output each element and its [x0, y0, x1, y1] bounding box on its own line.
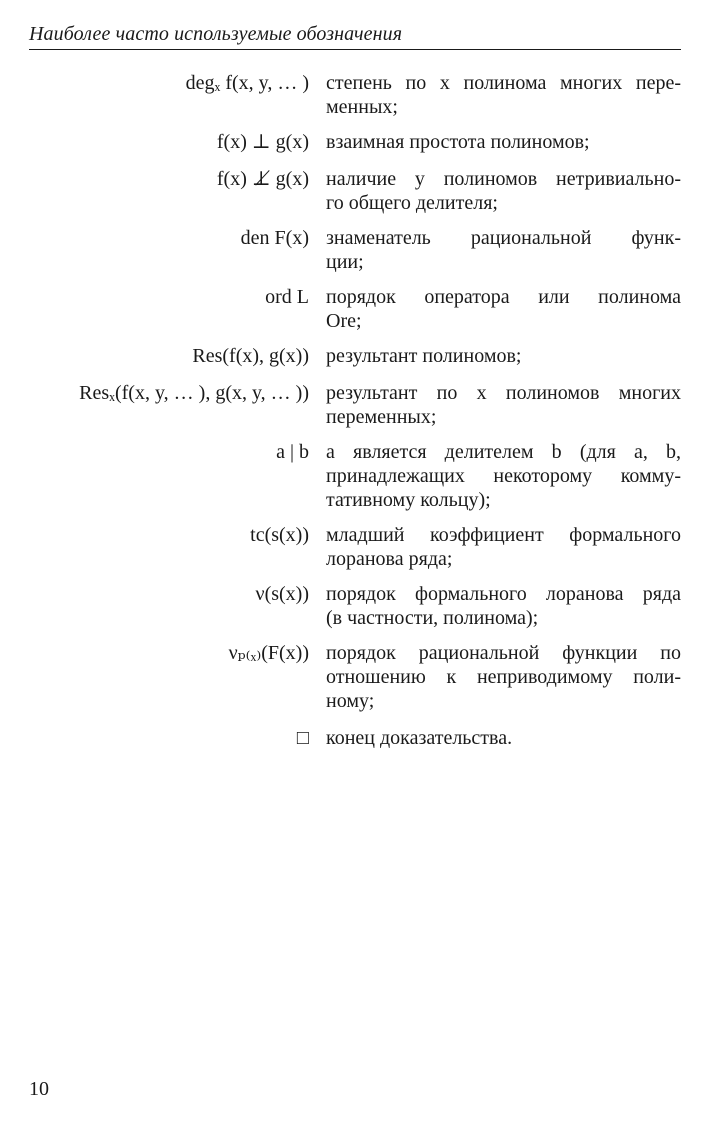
- definition-row: [29, 285, 681, 333]
- description-line: отношению к неприводимому поли-: [326, 666, 681, 688]
- description-line: менных;: [326, 96, 398, 118]
- running-title: Наиболее часто используемые обозначения: [29, 23, 403, 45]
- notation-description: [326, 71, 681, 119]
- definition-row: [29, 71, 681, 119]
- notation-symbol: f(x) ⊥ g(x): [216, 131, 309, 153]
- description-line: ному;: [326, 690, 375, 712]
- description-line: (в частности, полинома);: [326, 607, 539, 629]
- notation-description: [326, 440, 681, 512]
- page-number: 10: [29, 1078, 49, 1100]
- notation-symbol: Res(f(x), g(x)): [192, 345, 309, 367]
- description-line: тативному кольцу);: [326, 489, 491, 511]
- description-line: результант полиномов;: [326, 345, 522, 367]
- definition-row: [29, 130, 681, 154]
- description-line: лоранова ряда;: [326, 548, 453, 570]
- notation-symbol: νₚ₍ₓ₎(F(x)): [228, 642, 309, 664]
- definition-row: [29, 726, 681, 750]
- description-line: порядок оператора или полинома: [326, 286, 681, 308]
- notation-description: [326, 344, 681, 368]
- definition-row: [29, 344, 681, 368]
- notation-description: [326, 726, 681, 750]
- notation-description: [326, 582, 681, 630]
- description-line: конец доказательства.: [326, 727, 513, 749]
- description-line: порядок рациональной функции по: [326, 642, 681, 664]
- description-line: результант по x полиномов многих: [326, 382, 681, 404]
- notation-description: [326, 130, 681, 154]
- description-line: a является делителем b (для a, b,: [326, 441, 681, 463]
- notation-symbol: tc(s(x)): [250, 524, 309, 546]
- notation-symbol: a | b: [276, 441, 309, 463]
- definition-row: [29, 523, 681, 571]
- notation-symbol: f(x) ⊥̸ g(x): [216, 168, 309, 190]
- definition-row: [29, 226, 681, 274]
- definition-row: [29, 167, 681, 215]
- description-line: переменных;: [326, 406, 437, 428]
- notation-symbol: ν(s(x)): [255, 583, 309, 605]
- description-line: наличие у полиномов нетривиально-: [326, 168, 681, 190]
- definition-row: [29, 440, 681, 512]
- notation-description: [326, 641, 681, 713]
- notation-description: [326, 226, 681, 274]
- notation-description: [326, 523, 681, 571]
- running-head: [29, 20, 681, 50]
- notation-description: [326, 381, 681, 429]
- description-line: знаменатель рациональной функ-: [326, 227, 681, 249]
- description-line: младший коэффициент формального: [326, 524, 681, 546]
- notation-symbol: ord L: [265, 286, 309, 308]
- notation-symbol: degₓ f(x, y, … ): [185, 72, 309, 94]
- definition-row: [29, 641, 681, 713]
- definition-row: [29, 381, 681, 429]
- qed-symbol: □: [296, 727, 309, 749]
- notation-symbol: den F(x): [240, 227, 309, 249]
- description-line: Ore;: [326, 310, 362, 332]
- notation-description: [326, 285, 681, 333]
- description-line: го общего делителя;: [326, 192, 498, 214]
- description-line: степень по x полинома многих пере-: [326, 72, 681, 94]
- definition-row: [29, 582, 681, 630]
- description-line: взаимная простота полиномов;: [326, 131, 590, 153]
- description-line: принадлежащих некоторому комму-: [326, 465, 681, 487]
- notation-description: [326, 167, 681, 215]
- notation-symbol: Resₓ(f(x, y, … ), g(x, y, … )): [79, 382, 309, 404]
- description-line: порядок формального лоранова ряда: [326, 583, 681, 605]
- description-line: ции;: [326, 251, 364, 273]
- notation-list: [29, 71, 681, 750]
